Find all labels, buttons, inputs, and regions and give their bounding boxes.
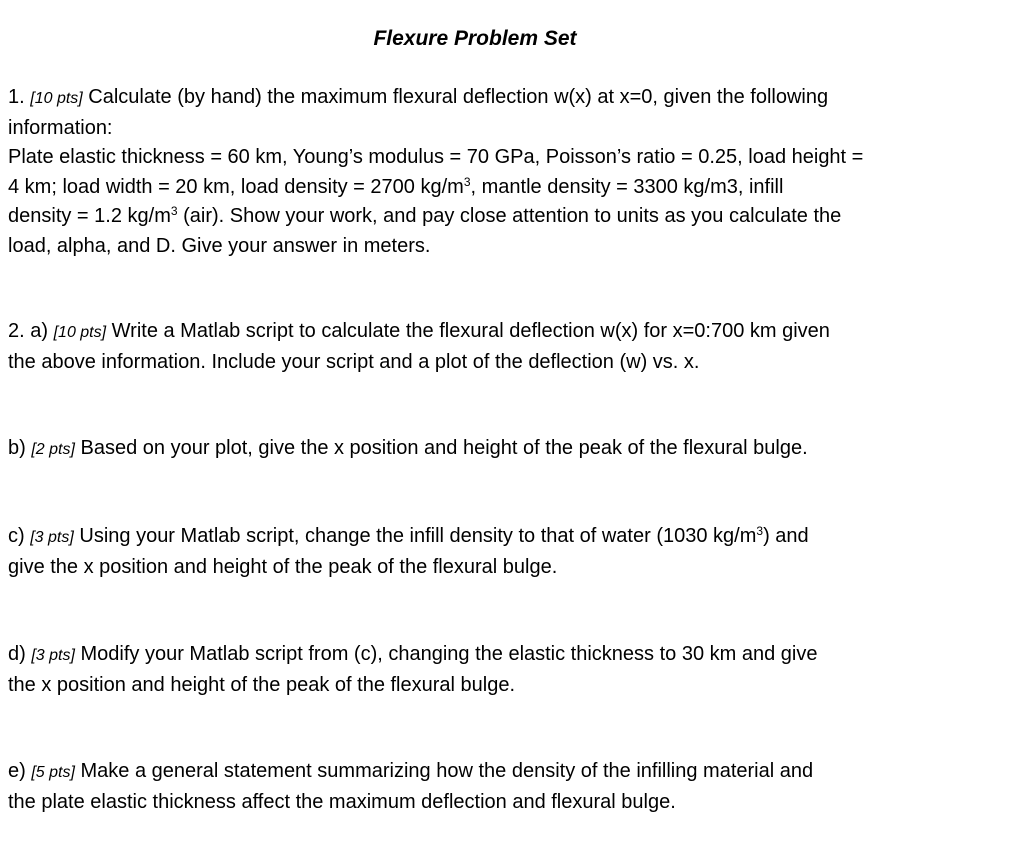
question-2b <box>8 434 948 465</box>
question-2e-line-2: the plate elastic thickness affect the maximum deflection and flexural bulge. <box>8 790 676 813</box>
points-label: [10 pts] <box>30 90 83 107</box>
text-segment: density = 1.2 kg/m <box>8 205 171 227</box>
question-2c-line-2: give the x position and height of the peak of the flexural bulge. <box>8 555 558 578</box>
question-text: Calculate (by hand) the maximum flexural deflection w(x) at x=0, given the following <box>88 86 829 108</box>
superscript: 3 <box>756 524 764 538</box>
question-2c <box>8 522 948 582</box>
points-label: [3 pts] <box>30 529 74 546</box>
question-text: Based on your plot, give the x position and height of the peak of the flexural bulge. <box>80 437 808 459</box>
question-1-line-4 <box>8 173 948 203</box>
question-2c-line-1 <box>8 522 948 553</box>
question-number: b) <box>8 437 26 459</box>
superscript: 3 <box>170 204 178 218</box>
question-1 <box>8 83 948 261</box>
superscript: 3 <box>463 174 471 189</box>
question-2b-line-1 <box>8 434 948 465</box>
question-number: 2. a) <box>8 320 49 342</box>
question-2e <box>8 757 948 817</box>
points-label: [10 pts] <box>53 324 107 341</box>
text-segment: , mantle density = 3300 kg/m3, infill <box>470 175 784 198</box>
question-number: d) <box>8 643 26 665</box>
points-label: [3 pts] <box>31 647 75 664</box>
question-number: e) <box>8 760 26 782</box>
question-2d <box>8 640 948 700</box>
text-segment: Using your Matlab script, change the infill density to that of water (1030 kg/m <box>79 525 757 547</box>
question-1-line-6: load, alpha, and D. Give your answer in meters. <box>8 234 431 257</box>
question-2a-line-1 <box>8 317 948 348</box>
text-segment: (air). Show your work, and pay close attention to units as you calculate the <box>177 205 842 227</box>
question-2d-line-2: the x position and height of the peak of the flexural bulge. <box>8 673 516 696</box>
question-2a <box>8 317 948 377</box>
points-label: [2 pts] <box>31 441 75 458</box>
question-number: c) <box>8 525 25 547</box>
question-1-line-1 <box>8 83 948 114</box>
document-title: Flexure Problem Set <box>373 27 577 50</box>
text-segment: ) and <box>763 525 809 547</box>
text-segment: 4 km; load width = 20 km, load density = 2700 kg/m <box>8 175 464 198</box>
question-1-line-3: Plate elastic thickness = 60 km, Young’s modulus = 70 GPa, Poisson’s ratio = 0.25, load height = <box>8 146 864 168</box>
question-text: Modify your Matlab script from (c), changing the elastic thickness to 30 km and give <box>80 643 818 665</box>
question-2a-line-2: the above information. Include your script and a plot of the deflection (w) vs. x. <box>8 350 700 373</box>
question-2e-line-1 <box>8 757 948 788</box>
question-1-line-5 <box>8 202 948 232</box>
question-2d-line-1 <box>8 640 948 671</box>
question-number: 1. <box>8 86 25 108</box>
question-1-line-2: information: <box>8 116 113 139</box>
question-text: Write a Matlab script to calculate the flexural deflection w(x) for x=0:700 km given <box>111 320 830 342</box>
question-text: Make a general statement summarizing how the density of the infilling material and <box>80 760 814 782</box>
points-label: [5 pts] <box>31 764 75 781</box>
